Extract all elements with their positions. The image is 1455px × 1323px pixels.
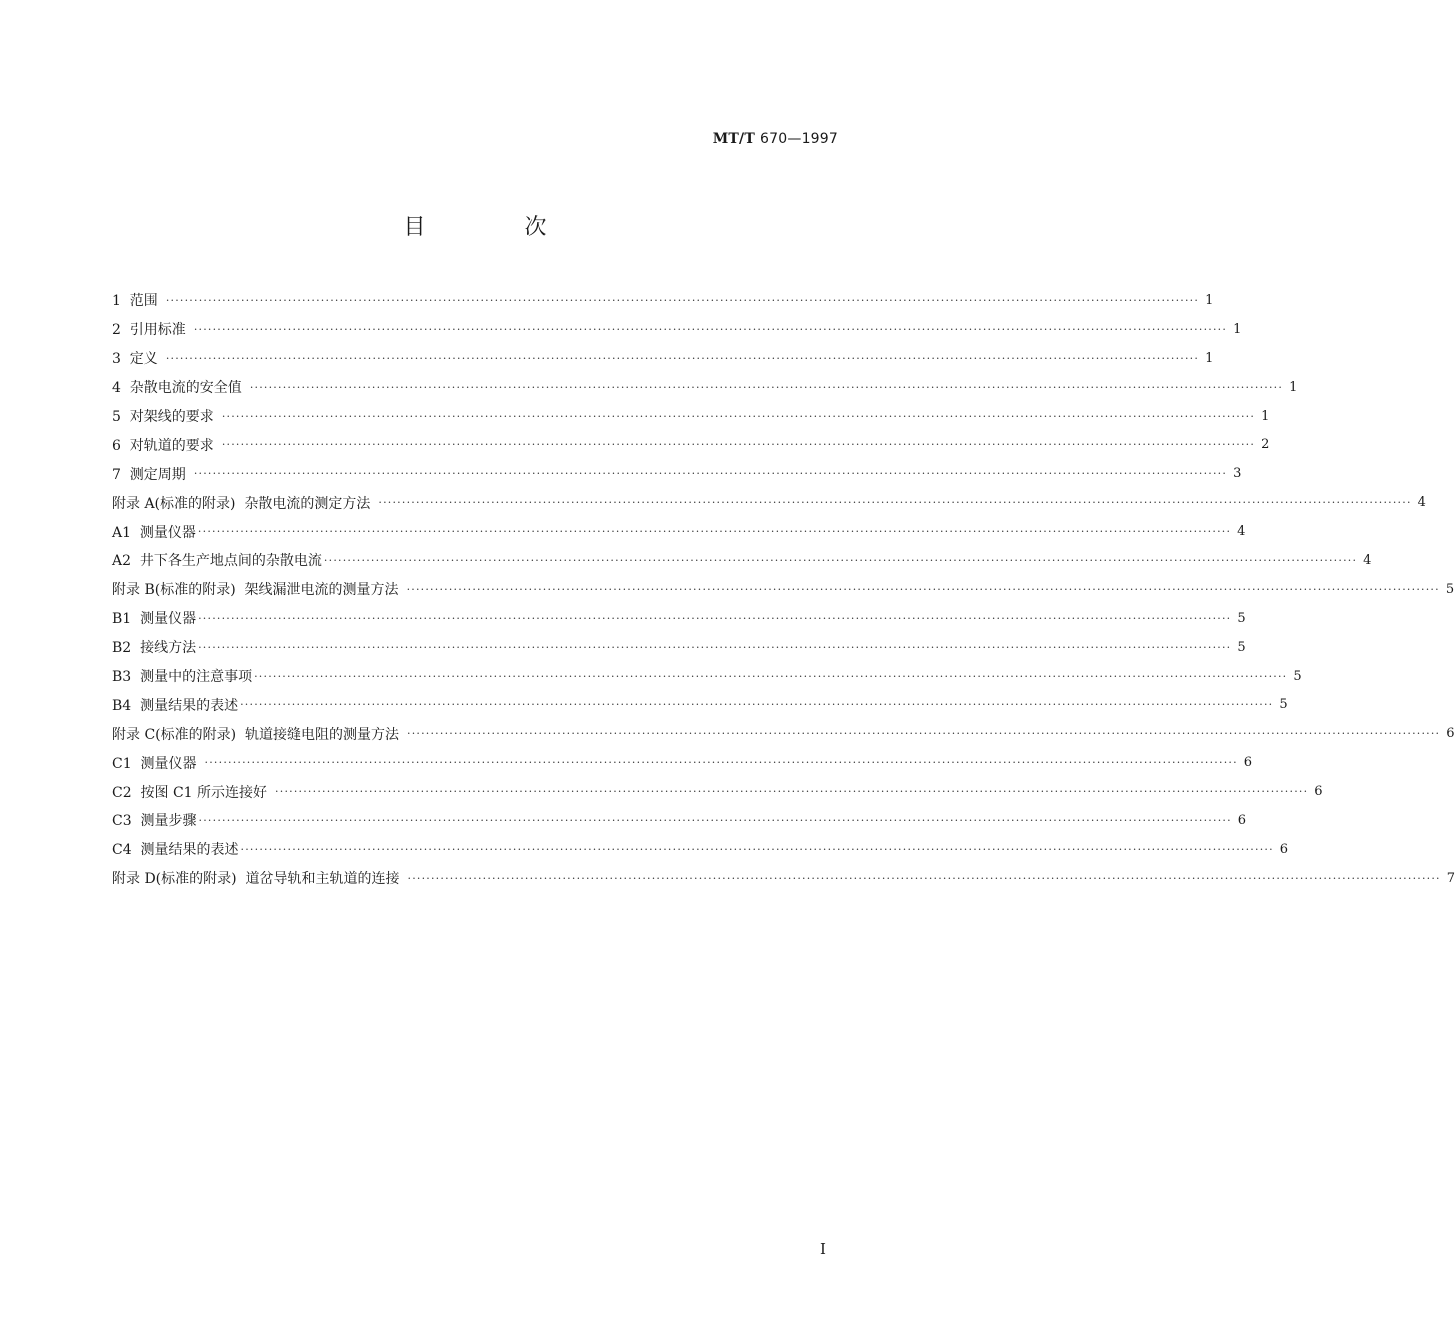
page-title: 目 次 bbox=[403, 215, 593, 240]
toc-entry-label: C1 测量仪器 bbox=[112, 755, 197, 772]
leader-dots: ···························································································································································································································· bbox=[193, 322, 1228, 336]
toc-entry-page: 1 bbox=[1289, 379, 1298, 395]
toc-entry-label: C2 按图 C1 所示连接好 bbox=[112, 784, 268, 801]
toc-entry-page: 1 bbox=[1233, 321, 1242, 337]
toc-entry[interactable] bbox=[112, 459, 1242, 488]
leader-dots: ···························································································································································································································· bbox=[193, 467, 1228, 481]
leader-dots: ···························································································································································································································· bbox=[406, 582, 1440, 596]
toc-entry-label: B4 测量结果的表述 bbox=[112, 697, 239, 714]
toc-entry-label: 5 对架线的要求 bbox=[112, 409, 214, 425]
toc-entry-page: 5 bbox=[1293, 668, 1302, 684]
leader-dots: ···························································································································································································································· bbox=[204, 756, 1238, 770]
toc-entry-page: 3 bbox=[1233, 466, 1242, 482]
toc-entry[interactable] bbox=[112, 777, 1323, 806]
leader-dots: ···························································································································································································································· bbox=[221, 438, 1256, 452]
toc-entry[interactable] bbox=[112, 517, 1246, 546]
toc-entry[interactable] bbox=[112, 748, 1253, 777]
toc-entry-label: 1 范围 bbox=[112, 293, 158, 310]
toc-entry[interactable] bbox=[112, 690, 1288, 719]
toc-entry[interactable] bbox=[112, 488, 1426, 517]
toc-entry[interactable] bbox=[112, 286, 1214, 315]
page-folio: I bbox=[820, 1240, 826, 1258]
toc-entry-page: 5 bbox=[1237, 639, 1246, 655]
toc-entry-label: 2 引用标准 bbox=[112, 322, 186, 339]
leader-dots: ···························································································································································································································· bbox=[165, 351, 1200, 365]
standard-code: 670—1997 bbox=[760, 131, 838, 147]
leader-dots: ···························································································································································································································· bbox=[240, 698, 1274, 712]
toc-entry[interactable] bbox=[112, 719, 1455, 748]
leader-dots: ···························································································································································································································· bbox=[378, 496, 1412, 510]
toc-entry-page: 4 bbox=[1363, 552, 1372, 568]
toc-entry[interactable] bbox=[112, 864, 1455, 893]
toc-entry[interactable] bbox=[112, 633, 1246, 662]
toc-entry[interactable] bbox=[112, 344, 1214, 373]
leader-dots: ···························································································································································································································· bbox=[198, 611, 1232, 625]
toc-entry-label: A2 井下各生产地点间的杂散电流 bbox=[112, 553, 322, 570]
toc-entry-page: 1 bbox=[1205, 350, 1214, 366]
leader-dots: ···························································································································································································································· bbox=[221, 409, 1256, 423]
toc-entry-label: A1 测量仪器 bbox=[112, 524, 196, 541]
toc-entry-page: 7 bbox=[1446, 870, 1455, 886]
toc-entry-label: B2 接线方法 bbox=[112, 640, 197, 657]
leader-dots: ···························································································································································································································· bbox=[198, 813, 1232, 827]
leader-dots: ···························································································································································································································· bbox=[407, 871, 1441, 885]
toc-entry-label: 附录 D(标准的附录) 道岔导轨和主轨道的连接 bbox=[112, 871, 400, 888]
toc-entry-page: 2 bbox=[1261, 437, 1270, 453]
toc-entry-label: 附录 A(标准的附录) 杂散电流的测定方法 bbox=[112, 495, 371, 512]
table-of-contents bbox=[112, 286, 1455, 893]
toc-entry[interactable] bbox=[112, 662, 1302, 691]
toc-entry[interactable] bbox=[112, 575, 1455, 604]
toc-entry-label: C3 测量步骤 bbox=[112, 813, 197, 830]
leader-dots: ···························································································································································································································· bbox=[275, 785, 1309, 799]
leader-dots: ···························································································································································································································· bbox=[407, 727, 1441, 741]
toc-entry-label: C4 测量结果的表述 bbox=[112, 842, 239, 859]
leader-dots: ···························································································································································································································· bbox=[323, 553, 1358, 567]
toc-entry-page: 1 bbox=[1205, 292, 1214, 308]
toc-entry[interactable] bbox=[112, 806, 1247, 835]
toc-entry-page: 6 bbox=[1243, 755, 1253, 771]
toc-entry-label: 附录 B(标准的附录) 架线漏泄电流的测量方法 bbox=[112, 582, 399, 599]
toc-entry-label: 7 测定周期 bbox=[112, 466, 186, 483]
toc-entry-page: 6 bbox=[1279, 841, 1289, 857]
toc-entry-page: 1 bbox=[1261, 408, 1270, 424]
leader-dots: ···························································································································································································································· bbox=[254, 669, 1288, 683]
toc-entry-label: 附录 C(标准的附录) 轨道接缝电阻的测量方法 bbox=[112, 726, 399, 743]
toc-entry-page: 4 bbox=[1237, 524, 1246, 540]
standard-number bbox=[713, 131, 838, 147]
toc-entry-page: 4 bbox=[1417, 495, 1426, 511]
toc-entry-page: 5 bbox=[1237, 610, 1246, 626]
leader-dots: ···························································································································································································································· bbox=[165, 293, 1200, 307]
toc-entry[interactable] bbox=[112, 835, 1289, 864]
toc-entry-label: B3 测量中的注意事项 bbox=[112, 669, 253, 686]
toc-entry-page: 6 bbox=[1314, 784, 1323, 800]
toc-entry[interactable] bbox=[112, 604, 1246, 633]
toc-entry[interactable] bbox=[112, 315, 1242, 344]
toc-entry[interactable] bbox=[112, 373, 1298, 402]
toc-entry-label: 6 对轨道的要求 bbox=[112, 437, 214, 454]
leader-dots: ···························································································································································································································· bbox=[197, 525, 1232, 539]
toc-entry-label: 3 定义 bbox=[112, 351, 158, 368]
toc-entry-page: 5 bbox=[1445, 581, 1455, 597]
toc-entry-page: 6 bbox=[1446, 726, 1455, 742]
standard-prefix: MT/T bbox=[712, 131, 755, 147]
toc-entry[interactable] bbox=[112, 546, 1372, 575]
toc-entry[interactable] bbox=[112, 430, 1270, 459]
leader-dots: ···························································································································································································································· bbox=[240, 842, 1274, 856]
toc-entry[interactable] bbox=[112, 402, 1270, 431]
toc-entry-page: 6 bbox=[1237, 812, 1247, 828]
toc-entry-label: 4 杂散电流的安全值 bbox=[112, 380, 242, 397]
toc-entry-page: 5 bbox=[1279, 697, 1288, 713]
toc-entry-label: B1 测量仪器 bbox=[112, 611, 197, 628]
leader-dots: ···························································································································································································································· bbox=[198, 640, 1232, 654]
leader-dots: ···························································································································································································································· bbox=[249, 380, 1284, 394]
